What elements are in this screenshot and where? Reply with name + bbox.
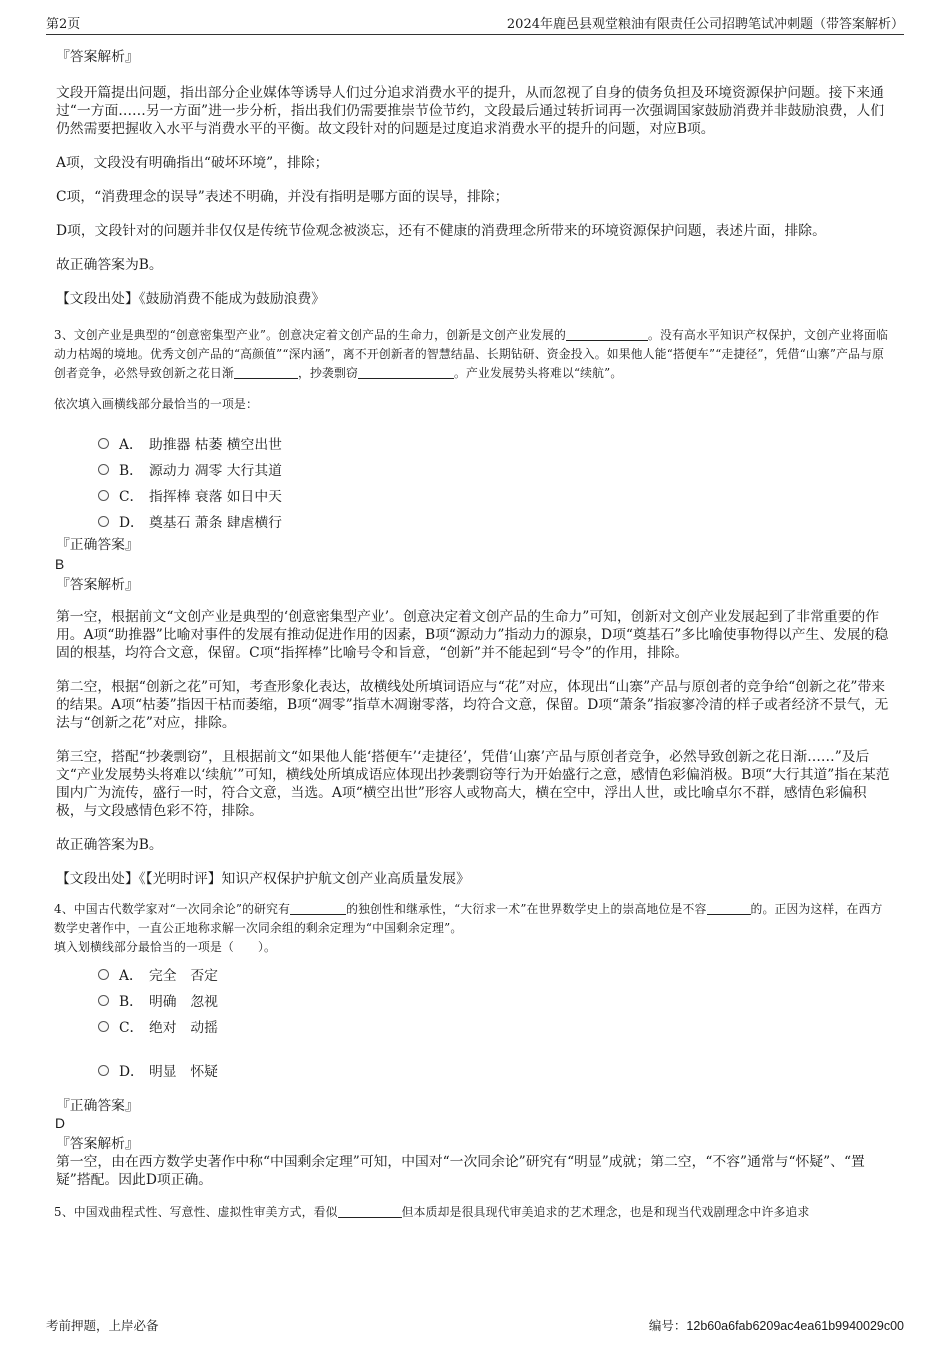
q2-conclusion: 故正确答案为B。: [56, 257, 163, 273]
q3-source: 【文段出处】《【光明时评】知识产权保护护航文创产业高质量发展》: [56, 871, 470, 887]
radio-icon[interactable]: [98, 1065, 109, 1076]
q2-source: 【文段出处】《鼓励消费不能成为鼓励浪费》: [56, 291, 326, 307]
page-footer: [46, 1316, 904, 1336]
document-title: 2024年鹿邑县观堂粮油有限责任公司招聘笔试冲刺题（带答案解析）: [506, 17, 904, 32]
q3-answer: B: [55, 557, 65, 572]
radio-icon[interactable]: [98, 464, 109, 475]
q3-analysis-title: 『答案解析』: [56, 577, 139, 593]
q4-answer: D: [55, 1116, 65, 1131]
q4-option-a[interactable]: A． 完全 否定: [56, 961, 892, 987]
q3-blank-3: [358, 365, 454, 379]
q3-option-c[interactable]: C． 指挥棒 衰落 如日中天: [56, 482, 892, 508]
q4-blank-2: [707, 901, 751, 915]
q5-blank-1: [338, 1204, 402, 1218]
q4-instruction: 填入划横线部分最恰当的一项是（ ）。: [54, 940, 277, 954]
q2-analysis-option-a: A项，文段没有明确指出“破坏环境”，排除；: [56, 155, 329, 171]
radio-icon[interactable]: [98, 995, 109, 1006]
radio-icon[interactable]: [98, 1021, 109, 1032]
radio-icon[interactable]: [98, 490, 109, 501]
q2-analysis-option-d: D项，文段针对的问题并非仅仅是传统节俭观念被淡忘，还有不健康的消费理念所带来的环境资源保护问题，表述片面，排除。: [56, 223, 826, 239]
q3-option-d[interactable]: D． 奠基石 萧条 肆虐横行: [56, 508, 892, 534]
q4-analysis-para1: 第一空，由在西方数学史著作中称“中国剩余定理”可知，中国对“一次同余论”研究有“明显”成就；第二空，“不容”通常与“怀疑”、“置疑”搭配。因此D项正确。: [56, 1154, 865, 1188]
q3-option-a[interactable]: A． 助推器 枯萎 横空出世: [56, 430, 892, 456]
q4-analysis-title: 『答案解析』: [56, 1136, 139, 1152]
radio-icon[interactable]: [98, 969, 109, 980]
q4-option-d[interactable]: D． 明显 怀疑: [56, 1057, 892, 1083]
page-content: [56, 44, 892, 1222]
q3-conclusion: 故正确答案为B。: [56, 837, 163, 853]
q3-analysis-para2: 第二空，根据“创新之花”可知，考查形象化表达，故横线处所填词语应与“花”对应，体现出“山寨”产品与原创者的竞争给“创新之花”带来的结果。A项“枯萎”指因干枯而萎缩，B项“凋零”指草木凋谢零落，均符合文意，保留。D项“萧条”指寂寥冷清的样子或者经济不景气，无法与“创新之花”对应，排除。: [56, 679, 889, 731]
q3-blank-1: [566, 327, 648, 341]
radio-icon[interactable]: [98, 438, 109, 449]
q2-analysis-title: 『答案解析』: [56, 49, 139, 65]
q3-answer-title: 『正确答案』: [56, 537, 139, 553]
q2-analysis-option-c: C项，“消费理念的误导”表述不明确，并没有指明是哪方面的误导，排除；: [56, 189, 509, 205]
page-header: [46, 12, 904, 35]
q4-option-c[interactable]: C． 绝对 动摇: [56, 1013, 892, 1039]
q4-option-b[interactable]: B． 明确 忽视: [56, 987, 892, 1013]
q3-analysis-para1: 第一空，根据前文“文创产业是典型的‘创意密集型产业’。创意决定着文创产品的生命力”可知，创新对文创产业发展起到了非常重要的作用。A项“助推器”比喻对事件的发展有推动促进作用的因素，B项“源动力”指动力的源泉，D项“奠基石”多比喻使事物得以产生、发展的稳固的根基，均符合文意，保留。C项“指挥棒”比喻号令和旨意，“创新”并不能起到“号令”的作用，排除。: [56, 609, 889, 661]
q3-blank-2: [234, 365, 298, 379]
q4-blank-1: [290, 901, 346, 915]
q4-stem: 4、中国古代数学家对“一次同余论”的研究有 的独创性和继承性，“大衍求一术”在世界数学史上的崇高地位是不容 的。正因为这样，在西方数学史著作中，一直公正地称求解一次同余组的剩余定理为“中国剩余定理”。: [54, 902, 883, 935]
footer-slogan: 考前押题，上岸必备: [46, 1318, 159, 1333]
q3-instruction: 依次填入画横线部分最恰当的一项是：: [54, 397, 258, 411]
q4-answer-title: 『正确答案』: [56, 1098, 139, 1114]
q3-option-b[interactable]: B． 源动力 凋零 大行其道: [56, 456, 892, 482]
q2-analysis-para: 文段开篇提出问题，指出部分企业媒体等诱导人们过分追求消费水平的提升，从而忽视了自身的债务负担及环境资源保护问题。接下来通过“一方面……另一方面”进一步分析，指出我们仍需要推崇节俭节约，文段最后通过转折词再一次强调国家鼓励消费并非鼓励浪费，人们仍然需要把握收入水平与消费水平的平衡。故文段针对的问题是过度追求消费水平的提升的问题，对应B项。: [56, 85, 885, 137]
footer-code: 编号：12b60a6fab6209ac4ea61b9940029c00: [648, 1318, 904, 1333]
q4-options: [56, 961, 892, 1083]
page-number: 第2页: [46, 17, 81, 32]
q3-options: [56, 430, 892, 534]
q3-analysis-para3: 第三空，搭配“抄袭剽窃”，且根据前文“如果他人能‘搭便车’‘走捷径’，凭借‘山寨’产品与原创者竞争，必然导致创新之花日渐……”及后文“产业发展势头将难以‘续航’”可知，横线处所填成语应体现出抄袭剽窃等行为开始盛行之意，感情色彩偏消极。B项“大行其道”指在某范围内广为流传，盛行一时，符合文意，当选。A项“横空出世”形容人或物高大，横在空中，浮出人世，或比喻卓尔不群，感情色彩偏积极，与文段感情色彩不符，排除。: [56, 749, 890, 819]
q5-stem: 5、中国戏曲程式性、写意性、虚拟性审美方式，看似 但本质却是很具现代审美追求的艺术理念，也是和现当代戏剧理念中许多追求: [54, 1205, 810, 1219]
q3-stem: 3、文创产业是典型的“创意密集型产业”。创意决定着文创产品的生命力，创新是文创产业发展的 。没有高水平知识产权保护，文创产业将面临动力枯竭的境地。优秀文创产品的“高颜值”“深内涵”，离不开创新者的智慧结晶、长期钻研、资金投入。如果他人能“搭便车”“走捷径”，凭借“山寨”产品与原创者竞争，必然导致创新之花日渐 ，抄袭剽窃 。产业发展势头将难以“续航”。: [54, 328, 888, 380]
radio-icon[interactable]: [98, 516, 109, 527]
